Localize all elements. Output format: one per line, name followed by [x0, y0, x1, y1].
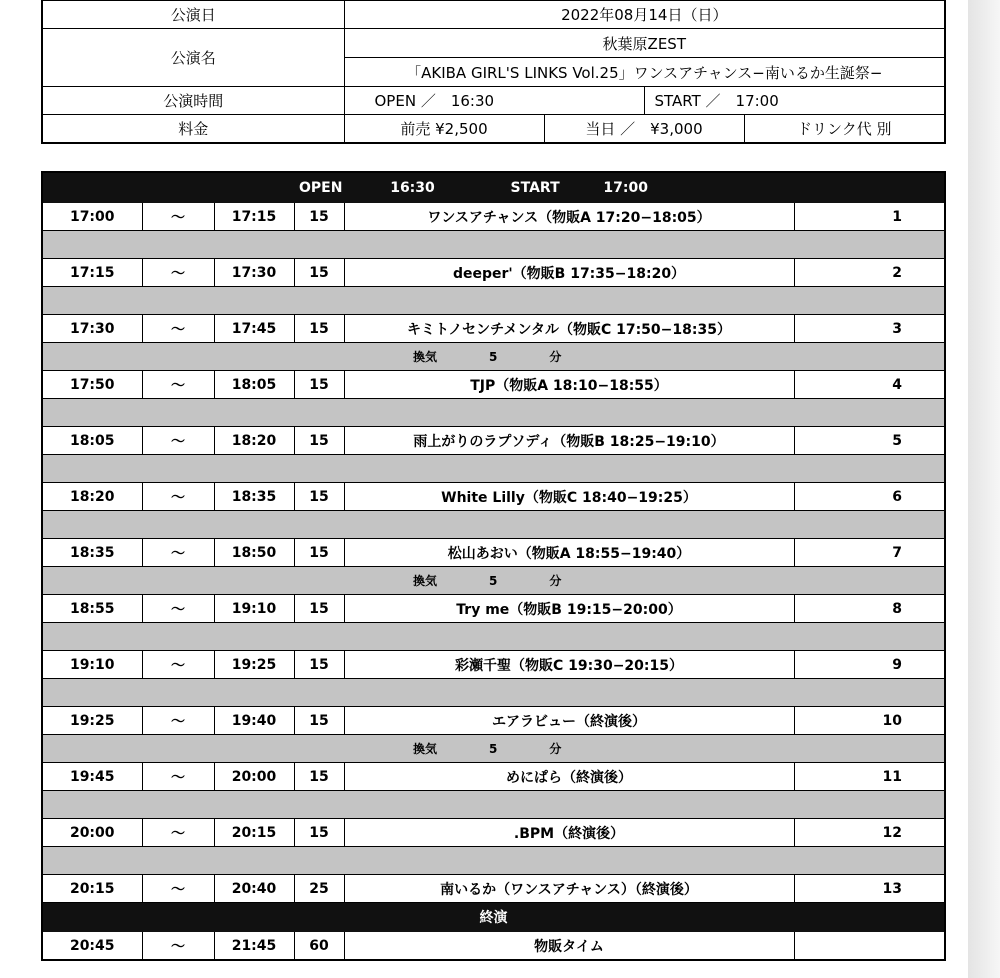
- ventilation-cell: [42, 567, 945, 595]
- start-time: START ／ 17:00: [644, 87, 945, 115]
- header-open-label: OPEN: [299, 179, 343, 196]
- show-end-row: [42, 903, 945, 932]
- slot-tilde: 〜: [142, 315, 214, 343]
- slot-start: 19:45: [42, 763, 142, 791]
- slot-duration: 15: [294, 651, 344, 679]
- table-row: [42, 651, 945, 679]
- slot-tilde: 〜: [142, 427, 214, 455]
- vent-minutes: 5: [489, 574, 498, 588]
- order-number: 9: [794, 651, 945, 679]
- order-number: 13: [794, 875, 945, 903]
- slot-tilde: 〜: [142, 819, 214, 847]
- table-row: [42, 371, 945, 399]
- changeover-row: [42, 455, 945, 483]
- changeover-row: [42, 679, 945, 707]
- slot-tilde: 〜: [142, 483, 214, 511]
- slot-end: 19:10: [214, 595, 294, 623]
- slot-start: 18:35: [42, 539, 142, 567]
- slot-tilde: 〜: [142, 763, 214, 791]
- slot-tilde: 〜: [142, 371, 214, 399]
- slot-end: 19:40: [214, 707, 294, 735]
- order-number: 7: [794, 539, 945, 567]
- time-label: 公演時間: [42, 87, 344, 115]
- order-number: 4: [794, 371, 945, 399]
- order-number: 11: [794, 763, 945, 791]
- slot-start: 18:20: [42, 483, 142, 511]
- order-number: 2: [794, 259, 945, 287]
- slot-duration: 15: [294, 763, 344, 791]
- price-label: 料金: [42, 115, 344, 143]
- date-label: 公演日: [42, 1, 344, 29]
- slot-duration: 15: [294, 539, 344, 567]
- ventilation-row: [42, 735, 945, 763]
- slot-start: 18:05: [42, 427, 142, 455]
- slot-start: 17:15: [42, 259, 142, 287]
- changeover-cell: [42, 231, 945, 259]
- changeover-cell: [42, 679, 945, 707]
- date-value: 2022年08月14日（日）: [344, 1, 945, 29]
- slot-tilde: 〜: [142, 259, 214, 287]
- vent-unit: 分: [549, 350, 562, 364]
- slot-start: 20:45: [42, 932, 142, 961]
- event-title: 「AKIBA GIRL'S LINKS Vol.25」ワンスアチャンス−南いるか生誕祭−: [344, 58, 945, 87]
- changeover-row: [42, 287, 945, 315]
- slot-end: 17:15: [214, 203, 294, 231]
- changeover-row: [42, 231, 945, 259]
- vent-label: 換気: [413, 350, 438, 364]
- changeover-cell: [42, 847, 945, 875]
- vent-unit: 分: [549, 574, 562, 588]
- ventilation-cell: [42, 343, 945, 371]
- order-number: 1: [794, 203, 945, 231]
- changeover-cell: [42, 399, 945, 427]
- table-row: [42, 875, 945, 903]
- slot-duration: 15: [294, 259, 344, 287]
- changeover-cell: [42, 287, 945, 315]
- table-row: [42, 427, 945, 455]
- slot-duration: 15: [294, 203, 344, 231]
- table-row: [42, 595, 945, 623]
- slot-tilde: 〜: [142, 203, 214, 231]
- slot-end: 19:25: [214, 651, 294, 679]
- slot-tilde: 〜: [142, 595, 214, 623]
- header-start-label: START: [510, 179, 560, 196]
- vent-label: 換気: [413, 742, 438, 756]
- door-price: 当日 ／ ¥3,000: [544, 115, 744, 143]
- vent-label: 換気: [413, 574, 438, 588]
- slot-tilde: 〜: [142, 875, 214, 903]
- slot-end: 18:05: [214, 371, 294, 399]
- performer-name: 南いるか（ワンスアチャンス）（終演後）: [344, 875, 794, 903]
- slot-end: 18:50: [214, 539, 294, 567]
- vent-unit: 分: [549, 742, 562, 756]
- merch-time-row: [42, 932, 945, 961]
- slot-tilde: 〜: [142, 651, 214, 679]
- slot-duration: 15: [294, 371, 344, 399]
- slot-duration: 15: [294, 427, 344, 455]
- changeover-cell: [42, 623, 945, 651]
- slot-start: 19:25: [42, 707, 142, 735]
- performer-name: deeper'（物販B 17:35−18:20）: [344, 259, 794, 287]
- slot-start: 20:00: [42, 819, 142, 847]
- slot-start: 18:55: [42, 595, 142, 623]
- ventilation-row: [42, 567, 945, 595]
- changeover-row: [42, 791, 945, 819]
- slot-start: 17:30: [42, 315, 142, 343]
- slot-duration: 60: [294, 932, 344, 961]
- performer-name: 物販タイム: [344, 932, 794, 961]
- slot-tilde: 〜: [142, 932, 214, 961]
- table-row: [42, 539, 945, 567]
- slot-duration: 15: [294, 483, 344, 511]
- final-empty-cell: [794, 932, 945, 961]
- advance-price: 前売 ¥2,500: [344, 115, 544, 143]
- vent-minutes: 5: [489, 350, 498, 364]
- performer-name: 松山あおい（物販A 18:55−19:40）: [344, 539, 794, 567]
- drink-fee: ドリンク代 別: [744, 115, 945, 143]
- changeover-row: [42, 623, 945, 651]
- order-number: 3: [794, 315, 945, 343]
- slot-end: 21:45: [214, 932, 294, 961]
- performer-name: 彩瀬千聖（物販C 19:30−20:15）: [344, 651, 794, 679]
- changeover-cell: [42, 511, 945, 539]
- changeover-row: [42, 399, 945, 427]
- slot-duration: 15: [294, 315, 344, 343]
- slot-end: 20:00: [214, 763, 294, 791]
- order-number: 5: [794, 427, 945, 455]
- event-info-table: [41, 0, 946, 144]
- order-number: 8: [794, 595, 945, 623]
- show-end-label: 終演: [42, 903, 945, 932]
- slot-end: 17:30: [214, 259, 294, 287]
- table-row: [42, 203, 945, 231]
- changeover-cell: [42, 455, 945, 483]
- performer-name: キミトノセンチメンタル（物販C 17:50−18:35）: [344, 315, 794, 343]
- slot-end: 20:15: [214, 819, 294, 847]
- slot-tilde: 〜: [142, 707, 214, 735]
- name-label: 公演名: [42, 29, 344, 87]
- performer-name: .BPM（終演後）: [344, 819, 794, 847]
- order-number: 6: [794, 483, 945, 511]
- performer-name: 雨上がりのラプソディ（物販B 18:25−19:10）: [344, 427, 794, 455]
- performer-name: White Lilly（物販C 18:40−19:25）: [344, 483, 794, 511]
- page-edge: [968, 0, 1000, 978]
- header-start-time: 17:00: [603, 179, 648, 196]
- performer-name: TJP（物販A 18:10−18:55）: [344, 371, 794, 399]
- table-row: [42, 315, 945, 343]
- order-number: 12: [794, 819, 945, 847]
- table-row: [42, 763, 945, 791]
- slot-duration: 15: [294, 707, 344, 735]
- table-row: [42, 259, 945, 287]
- table-row: [42, 483, 945, 511]
- timetable-header: [42, 172, 945, 203]
- table-row: [42, 707, 945, 735]
- vent-minutes: 5: [489, 742, 498, 756]
- performer-name: ワンスアチャンス（物販A 17:20−18:05）: [344, 203, 794, 231]
- slot-tilde: 〜: [142, 539, 214, 567]
- open-time: OPEN ／ 16:30: [344, 87, 644, 115]
- table-row: [42, 819, 945, 847]
- slot-start: 20:15: [42, 875, 142, 903]
- slot-duration: 15: [294, 819, 344, 847]
- slot-duration: 25: [294, 875, 344, 903]
- ventilation-row: [42, 343, 945, 371]
- order-number: 10: [794, 707, 945, 735]
- changeover-row: [42, 511, 945, 539]
- performer-name: エアラビュー（終演後）: [344, 707, 794, 735]
- slot-end: 20:40: [214, 875, 294, 903]
- slot-duration: 15: [294, 595, 344, 623]
- changeover-cell: [42, 791, 945, 819]
- performer-name: めにぱら（終演後）: [344, 763, 794, 791]
- slot-end: 18:35: [214, 483, 294, 511]
- slot-end: 18:20: [214, 427, 294, 455]
- performer-name: Try me（物販B 19:15−20:00）: [344, 595, 794, 623]
- header-open-time: 16:30: [390, 179, 435, 196]
- ventilation-cell: [42, 735, 945, 763]
- slot-start: 17:50: [42, 371, 142, 399]
- timetable: [41, 171, 946, 961]
- changeover-row: [42, 847, 945, 875]
- slot-end: 17:45: [214, 315, 294, 343]
- venue-name: 秋葉原ZEST: [344, 29, 945, 58]
- slot-start: 19:10: [42, 651, 142, 679]
- slot-start: 17:00: [42, 203, 142, 231]
